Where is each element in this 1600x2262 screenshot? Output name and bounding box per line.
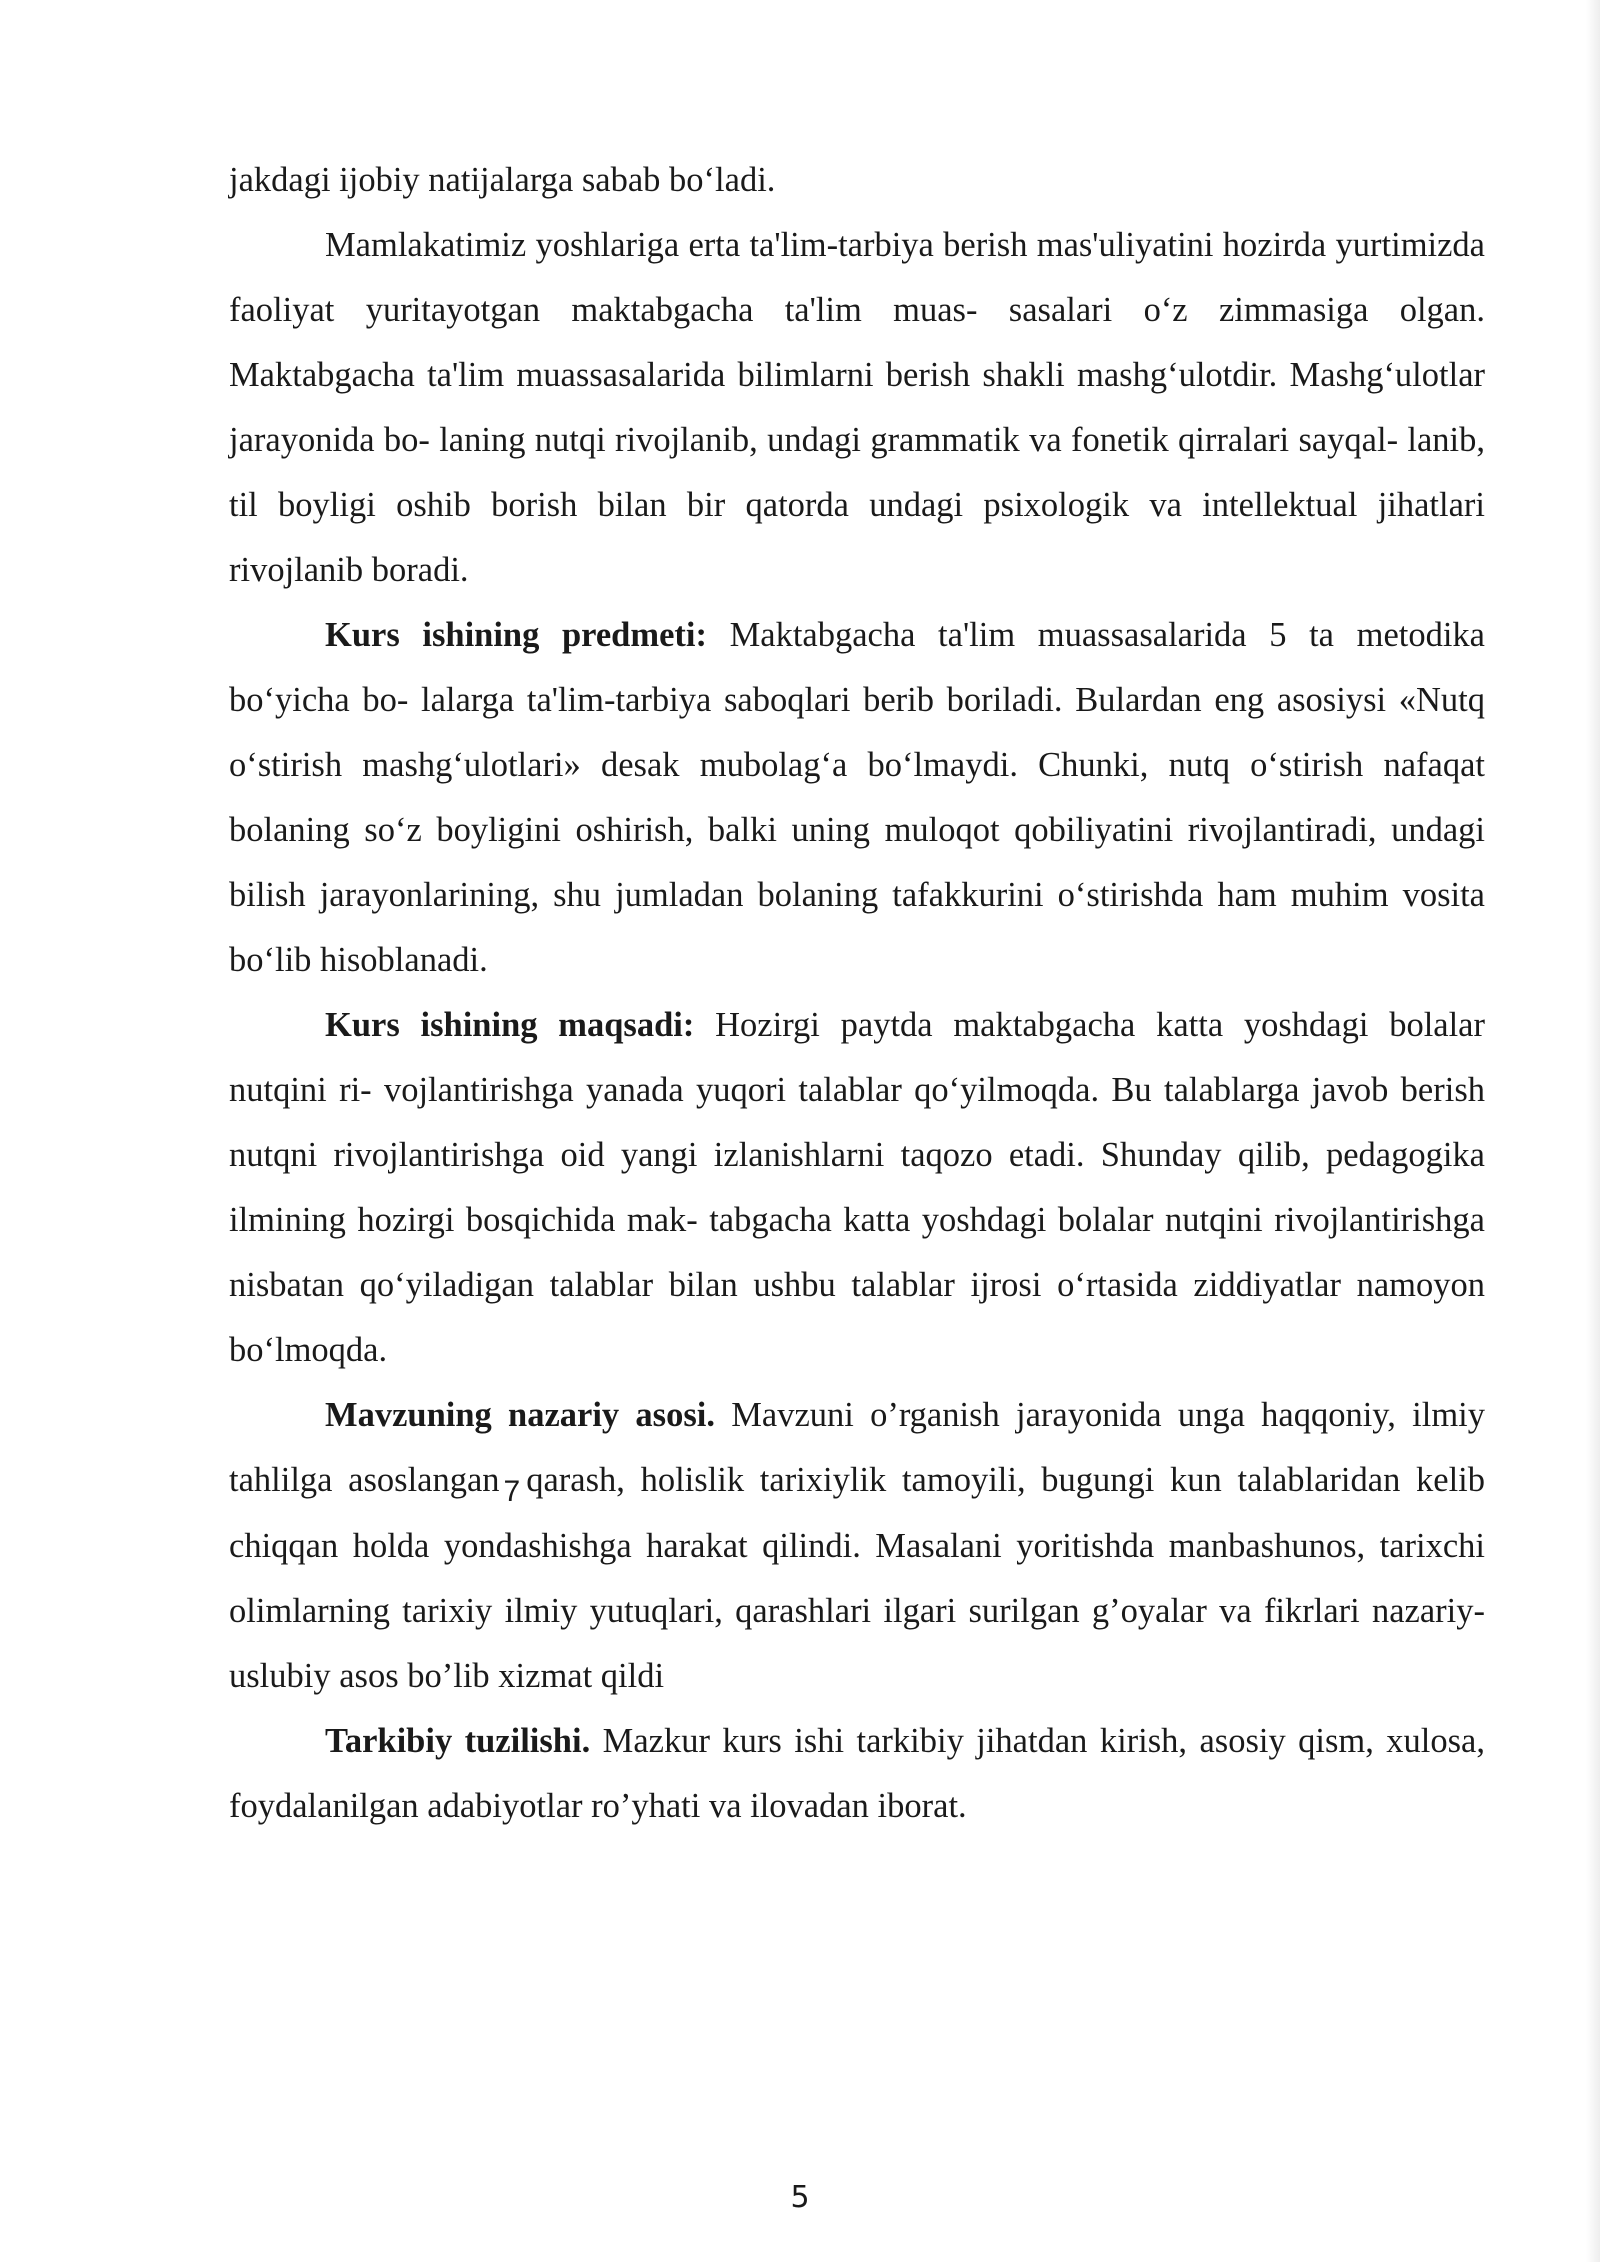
paragraph-heading: Tarkibiy tuzilishi. — [325, 1722, 591, 1760]
paragraph-text: Hozirgi paytda maktabgacha katta yoshdagi bolalar nutqini ri- vojlantirishga yanada yuqori talablar qo‘yilmoqda. Bu talablarga javob berish nutqni rivojlantirishga oid yangi izlanishlarni taqozo etadi. Shunday qilib, pedagogika ilmining hozirgi bosqichida mak- tabgacha katta yoshdagi bolalar nutqini rivojlantirishga nisbatan qo‘yiladigan talablar bilan ushbu talablar ijrosi o‘rtasida ziddiyatlar namoyon bo‘lmoqda. — [229, 1006, 1485, 1369]
paragraph-heading: Kurs ishining maqsadi: — [325, 1006, 695, 1044]
paragraph-structure — [229, 1709, 1485, 1839]
paragraph-intro — [229, 213, 1485, 603]
paragraph-text: qarash, holislik tarixiylik tamoyili, bugungi kun talablaridan kelib chiqqan holda yondashishga harakat qilindi. Masalani yoritishda manbashunos, tarixchi olimlarning tarixiy ilmiy yutuqlari, qarashlari ilgari surilgan g’oyalar va fikrlari nazariy-uslubiy asos bo’lib xizmat qildi — [229, 1461, 1485, 1695]
paragraph-goal — [229, 993, 1485, 1383]
paragraph-subject — [229, 603, 1485, 993]
paragraph-text: Maktabgacha ta'lim muassasalarida 5 ta metodika bo‘yicha bo- lalarga ta'lim-tarbiya saboqlari berib boriladi. Bulardan eng asosiysi «Nutq o‘stirish mashg‘ulotlari» desak mubolag‘a bo‘lmaydi. Chunki, nutq o‘stirish nafaqat bolaning so‘z boyligini oshirish, balki uning muloqot qobiliyatini rivojlantiradi, undagi bilish jarayonlarining, shu jumladan bolaning tafakkurini o‘stirishda ham muhim vosita bo‘lib hisoblanadi. — [229, 616, 1485, 979]
paragraph-theoretical-basis — [229, 1383, 1485, 1709]
page-edge-shadow — [1586, 0, 1600, 2262]
paragraph-continuation — [229, 148, 1485, 213]
paragraph-text: Mavzuni o’rganish jarayonida unga haqqoniy, ilmiy tahlilga asoslangan — [229, 1396, 1485, 1499]
paragraph-heading: Kurs ishining predmeti: — [325, 616, 707, 654]
paragraph-text: Mamlakatimiz yoshlariga erta ta'lim-tarbiya berish mas'uliyatini hozirda yurtimizda faoliyat yuritayotgan maktabgacha ta'lim muas- sasalari o‘z zimmasiga olgan. Maktabgacha ta'lim muassasalarida bilimlarni berish shakli mashg‘ulotdir. Mashg‘ulotlar jarayonida bo- laning nutqi rivojlanib, undagi grammatik va fonetik qirralari sayqal- lanib, til boyligi oshib borish bilan bir qatorda undagi psixologik va intellektual jihatlari rivojlanib boradi. — [229, 226, 1485, 589]
document-body — [229, 148, 1485, 1839]
paragraph-text: Mazkur kurs ishi tarkibiy jihatdan kirish, asosiy qism, xulosa, foydalanilgan adabiyotlar ro’yhati va ilovadan iborat. — [229, 1722, 1485, 1825]
page-number: 5 — [790, 2180, 810, 2215]
stray-page-number: 7 — [503, 1475, 521, 1508]
paragraph-heading: Mavzuning nazariy asosi. — [325, 1396, 715, 1434]
paragraph-text: jakdagi ijobiy natijalarga sabab bo‘ladi. — [229, 161, 776, 199]
